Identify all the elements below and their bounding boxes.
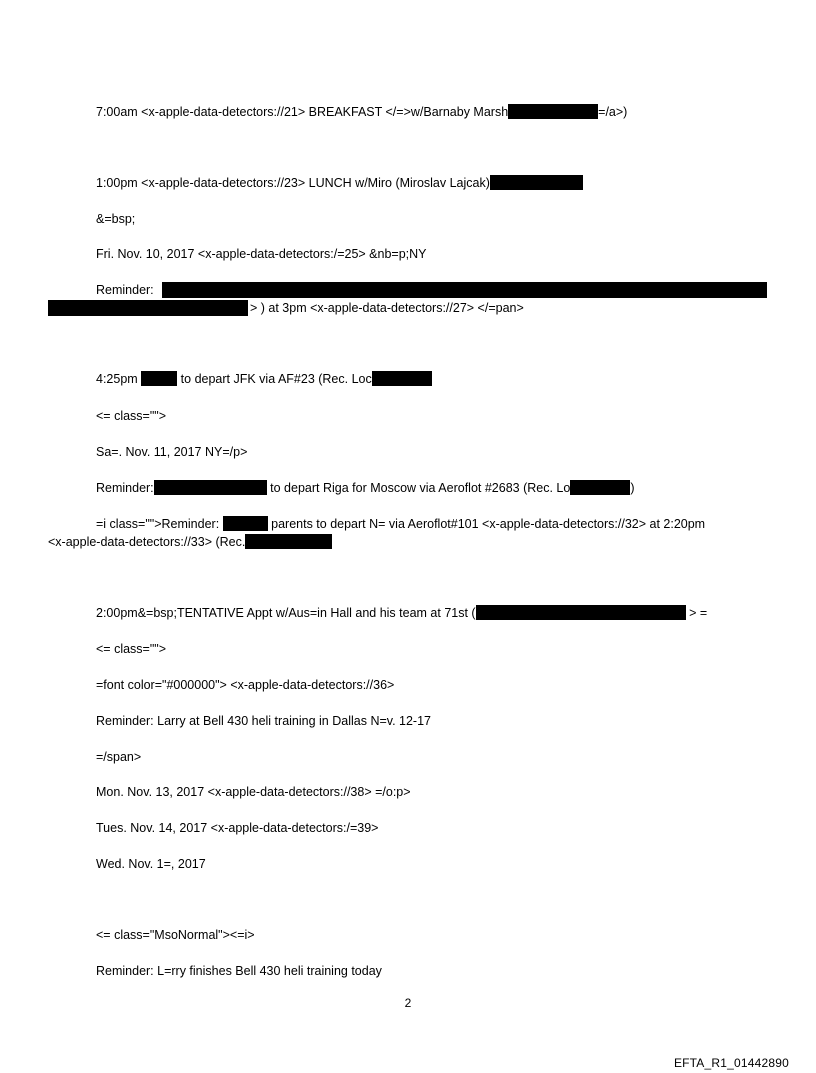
redaction-block xyxy=(490,175,583,190)
entry-span-close xyxy=(96,749,141,765)
entry-text: Reminder: xyxy=(96,481,154,495)
entry-text: Reminder: L=rry finishes Bell 430 heli training today xyxy=(96,964,382,978)
entry-text: Sa=. Nov. 11, 2017 NY=/p> xyxy=(96,445,248,459)
entry-class-tag xyxy=(96,408,166,424)
entry-text: Mon. Nov. 13, 2017 <x-apple-data-detectors://38> =/o:p> xyxy=(96,785,411,799)
entry-text-end: ) xyxy=(630,481,635,495)
date-header-wed-nov-15 xyxy=(96,856,206,872)
entry-text: <= class=""> xyxy=(96,409,167,423)
entry-text: Fri. Nov. 10, 2017 <x-apple-data-detectors:/=25> &nb=p;NY xyxy=(96,247,427,261)
entry-text-mid: to depart Riga for Moscow via Aeroflot #2683 (Rec. Lo xyxy=(270,481,571,495)
entry-class-tag xyxy=(96,641,166,657)
date-header-sat-nov-11 xyxy=(96,444,247,460)
date-header-fri-nov-10 xyxy=(96,246,427,262)
entry-reminder-larry xyxy=(96,713,431,729)
entry-text-mid: parents to depart N= via Aeroflot#101 <x-apple-data-detectors://32> at 2:20pm xyxy=(271,517,706,531)
redaction-block xyxy=(372,371,432,386)
redaction-block xyxy=(508,104,598,119)
entry-text-end: > = xyxy=(689,606,708,620)
redaction-block xyxy=(570,480,630,495)
entry-text: 1:00pm <x-apple-data-detectors://23> LUNCH w/Miro (Miroslav Lajcak) xyxy=(96,176,490,190)
entry-text: <x-apple-data-detectors://33> (Rec. xyxy=(48,535,246,549)
redaction-block xyxy=(154,480,267,495)
document-id: EFTA_R1_01442890 xyxy=(673,1056,789,1070)
entry-font-tag xyxy=(96,677,394,693)
entry-lunch xyxy=(96,175,583,191)
entry-text: &=bsp; xyxy=(96,212,136,226)
entry-text: =i class="">Reminder: xyxy=(96,517,220,531)
entry-tentative-appt xyxy=(96,605,707,621)
redaction-block xyxy=(162,282,767,298)
entry-breakfast xyxy=(96,104,627,120)
date-header-tue-nov-14 xyxy=(96,820,378,836)
entry-text: Wed. Nov. 1=, 2017 xyxy=(96,857,206,871)
entry-nbsp xyxy=(96,211,135,227)
entry-text: Reminder: Larry at Bell 430 heli training in Dallas N=v. 12-17 xyxy=(96,714,432,728)
entry-msonormal-tag xyxy=(96,927,255,943)
entry-reminder-continued xyxy=(250,300,524,316)
entry-text: > ) at 3pm <x-apple-data-detectors://27> </=pan> xyxy=(250,301,524,315)
entry-text-end: =/a>) xyxy=(598,105,628,119)
date-header-mon-nov-13 xyxy=(96,784,411,800)
entry-depart-jfk xyxy=(96,371,432,387)
entry-text: Reminder: xyxy=(96,283,154,297)
entry-reminder-larry-finishes xyxy=(96,963,382,979)
entry-parents-depart-continued xyxy=(48,534,332,550)
redaction-block xyxy=(476,605,686,620)
entry-text: =font color="#000000"> <x-apple-data-detectors://36> xyxy=(96,678,395,692)
entry-text: 7:00am <x-apple-data-detectors://21> BREAKFAST </=>w/Barnaby Marsh xyxy=(96,105,509,119)
redaction-block xyxy=(141,371,177,386)
entry-depart-riga xyxy=(96,480,635,496)
entry-text: 4:25pm xyxy=(96,372,138,386)
entry-reminder xyxy=(96,282,154,298)
page-number: 2 xyxy=(404,996,412,1010)
entry-text: 2:00pm&=bsp;TENTATIVE Appt w/Aus=in Hall and his team at 71st ( xyxy=(96,606,476,620)
entry-text: Tues. Nov. 14, 2017 <x-apple-data-detectors:/=39> xyxy=(96,821,379,835)
entry-text: =/span> xyxy=(96,750,142,764)
entry-text-mid: to depart JFK via AF#23 (Rec. Loc xyxy=(180,372,372,386)
entry-text: <= class=""> xyxy=(96,642,167,656)
redaction-block xyxy=(245,534,332,549)
entry-parents-depart xyxy=(96,516,705,532)
redaction-block xyxy=(223,516,268,531)
entry-text: <= class="MsoNormal"><=i> xyxy=(96,928,255,942)
redaction-block xyxy=(48,300,248,316)
